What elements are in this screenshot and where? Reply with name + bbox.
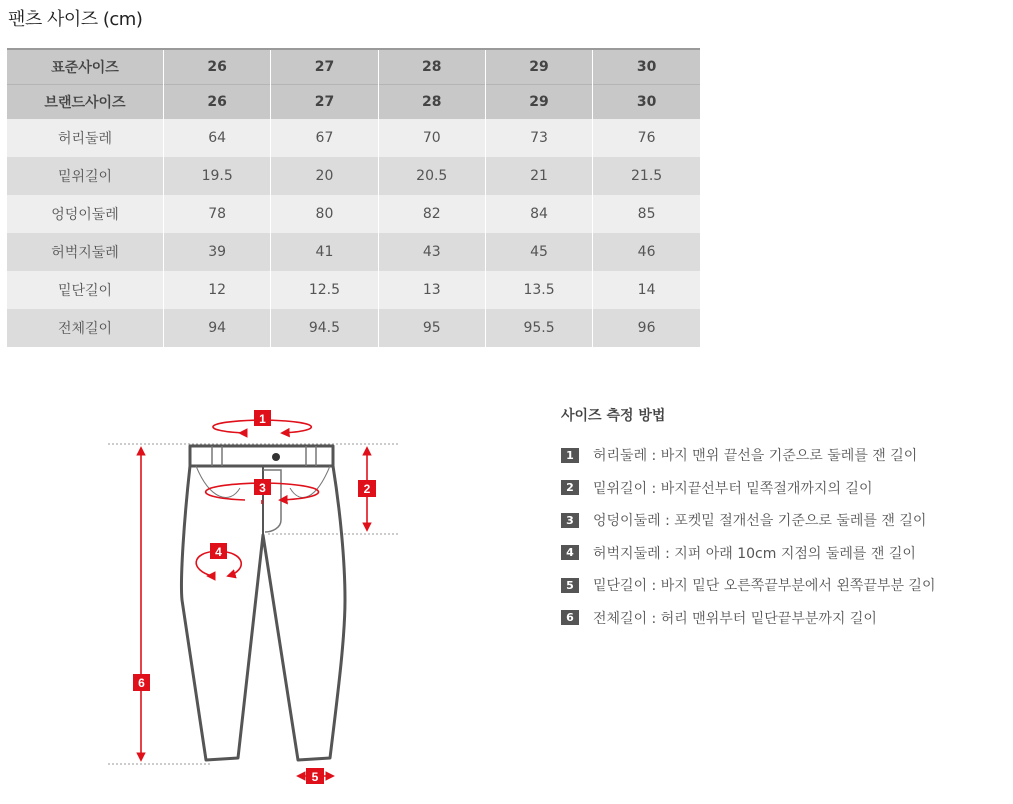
table-cell: 27 [271,85,378,120]
row-label: 전체길이 [7,309,164,347]
step-text: 밑단길이 : 바지 밑단 오른쪽끝부분에서 왼쪽끝부분 길이 [593,578,936,594]
step-text: 엉덩이둘레 : 포켓밑 절개선을 기준으로 둘레를 잰 길이 [593,513,927,529]
list-item [561,541,1001,565]
table-cell: 82 [378,195,485,233]
table-cell: 94.5 [271,309,378,347]
table-cell: 21.5 [593,157,700,195]
step-number-badge: 2 [561,480,579,495]
table-cell: 30 [593,49,700,85]
list-item [561,573,1001,597]
table-cell: 46 [593,233,700,271]
list-item [561,476,1001,500]
table-row-brand-size [7,85,700,120]
table-cell: 84 [485,195,592,233]
table-cell: 13.5 [485,271,592,309]
table-cell: 30 [593,85,700,120]
table-cell: 45 [485,233,592,271]
table-cell: 26 [164,49,271,85]
table-cell: 95.5 [485,309,592,347]
row-label: 표준사이즈 [7,49,164,85]
table-row [7,119,700,157]
step-number-badge: 4 [561,545,579,560]
pants-diagram [100,395,410,795]
measurement-guide [561,405,1001,638]
table-row-standard-size [7,49,700,85]
list-item [561,606,1001,630]
table-cell: 26 [164,85,271,120]
table-cell: 73 [485,119,592,157]
list-item [561,443,1001,467]
table-cell: 76 [593,119,700,157]
table-cell: 70 [378,119,485,157]
marker-6 [133,674,150,691]
marker-3-label: 3 [259,481,266,495]
table-cell: 20 [271,157,378,195]
page-title: 팬츠 사이즈 (cm) [8,9,143,30]
marker-4 [210,543,227,559]
table-row [7,157,700,195]
marker-5 [306,768,324,784]
table-cell: 20.5 [378,157,485,195]
step-number-badge: 3 [561,513,579,528]
marker-5-label: 5 [311,770,319,784]
marker-4-label: 4 [215,545,222,559]
table-cell: 28 [378,49,485,85]
table-cell: 78 [164,195,271,233]
table-row [7,195,700,233]
step-text: 전체길이 : 허리 맨위부터 밑단끝부분까지 길이 [593,610,877,627]
row-label: 허벅지둘레 [7,233,164,271]
table-cell: 64 [164,119,271,157]
step-text: 허벅지둘레 : 지퍼 아래 10cm 지점의 둘레를 잰 길이 [593,545,916,562]
step-text: 밑위길이 : 바지끝선부터 밑쪽절개까지의 길이 [593,480,873,497]
table-cell: 39 [164,233,271,271]
step-number-badge: 6 [561,610,579,625]
marker-2 [358,480,376,497]
table-cell: 27 [271,49,378,85]
table-cell: 29 [485,85,592,120]
table-cell: 12.5 [271,271,378,309]
marker-6-label: 6 [138,676,145,690]
table-cell: 67 [271,119,378,157]
marker-1-label: 1 [259,412,266,426]
table-cell: 21 [485,157,592,195]
marker-2-label: 2 [363,482,371,496]
step-number-badge: 5 [561,578,579,593]
list-item [561,508,1001,532]
step-number-badge: 1 [561,448,579,463]
row-label: 밑단길이 [7,271,164,309]
marker-3 [254,479,271,495]
table-cell: 43 [378,233,485,271]
table-cell: 41 [271,233,378,271]
table-cell: 94 [164,309,271,347]
table-cell: 14 [593,271,700,309]
table-row [7,233,700,271]
table-row [7,309,700,347]
table-row [7,271,700,309]
table-cell: 95 [378,309,485,347]
table-cell: 85 [593,195,700,233]
table-cell: 12 [164,271,271,309]
table-cell: 19.5 [164,157,271,195]
row-label: 엉덩이둘레 [7,195,164,233]
table-cell: 28 [378,85,485,120]
guide-heading: 사이즈 측정 방법 [561,408,666,424]
table-cell: 13 [378,271,485,309]
size-table [7,48,700,347]
table-cell: 96 [593,309,700,347]
row-label: 브랜드사이즈 [7,85,164,120]
marker-1 [254,410,271,426]
guide-list [561,443,1001,630]
row-label: 밑위길이 [7,157,164,195]
button-icon [272,453,280,461]
table-cell: 29 [485,49,592,85]
row-label: 허리둘레 [7,119,164,157]
table-cell: 80 [271,195,378,233]
step-text: 허리둘레 : 바지 맨위 끝선을 기준으로 둘레를 잰 길이 [593,448,918,464]
guide-lines [108,444,398,764]
